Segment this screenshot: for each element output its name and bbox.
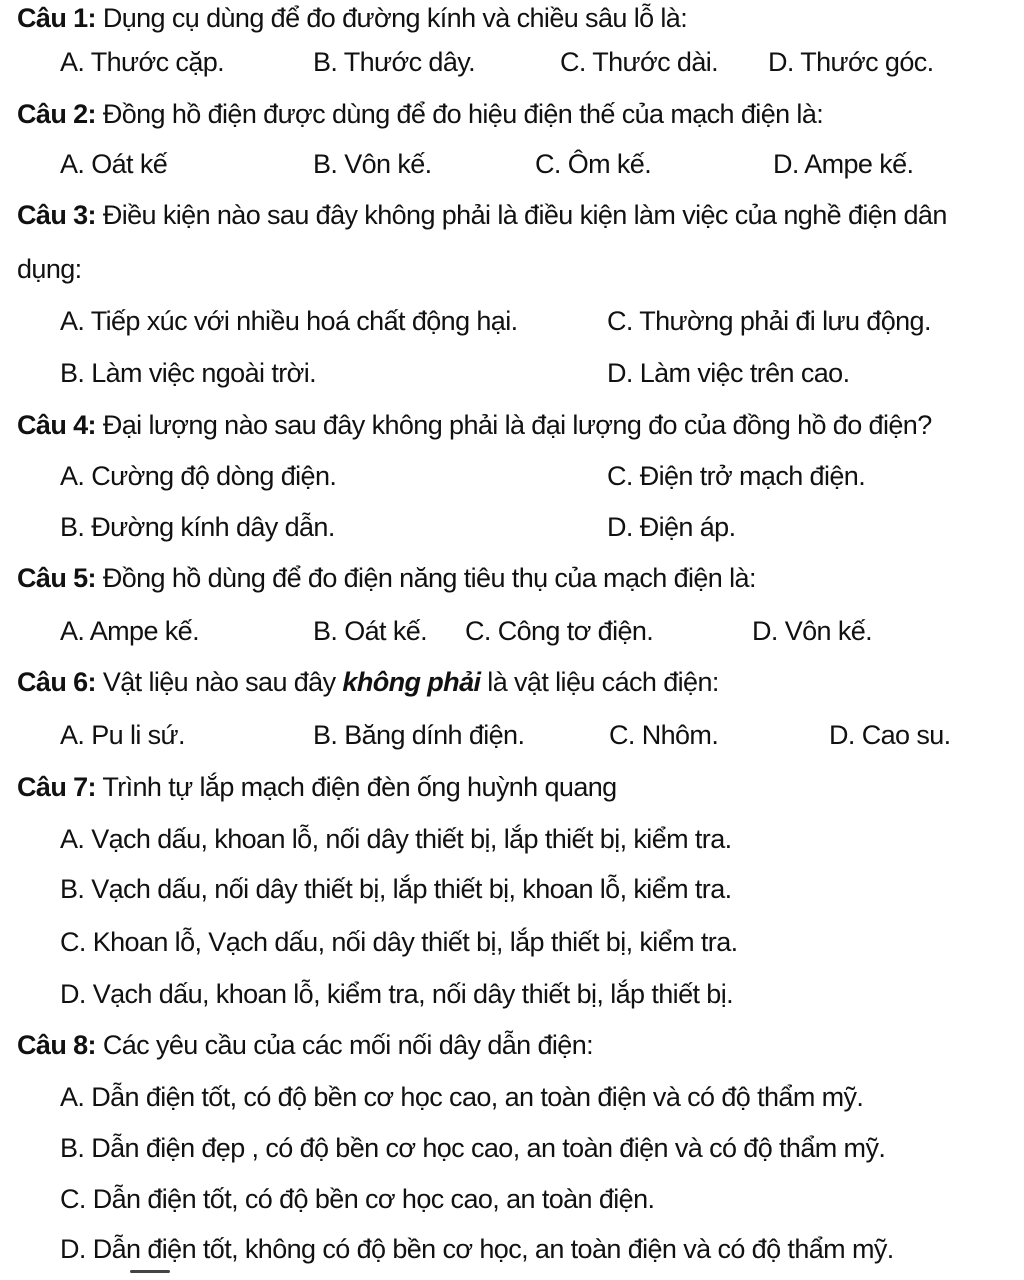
question-7-stem bbox=[17, 770, 617, 804]
question-4-option-c[interactable]: C. Điện trở mạch điện. bbox=[607, 461, 866, 491]
question-5-option-a[interactable]: A. Ampe kế. bbox=[60, 616, 199, 646]
question-3-stem bbox=[17, 198, 947, 232]
question-3-label: Câu 3: bbox=[17, 200, 96, 230]
question-2-stem bbox=[17, 97, 823, 131]
question-8-option-c[interactable]: C. Dẫn điện tốt, có độ bền cơ học cao, an toàn điện. bbox=[60, 1184, 655, 1214]
question-7-option-c[interactable]: C. Khoan lỗ, Vạch dấu, nối dây thiết bị, lắp thiết bị, kiểm tra. bbox=[60, 927, 738, 957]
question-1-text: Dụng cụ dùng để đo đường kính và chiều sâu lỗ là: bbox=[95, 3, 688, 33]
question-7-option-d[interactable]: D. Vạch dấu, khoan lỗ, kiểm tra, nối dây thiết bị, lắp thiết bị. bbox=[60, 979, 734, 1009]
question-8-option-d[interactable]: D. Dẫn điện tốt, không có độ bền cơ học, an toàn điện và có độ thẩm mỹ. bbox=[60, 1234, 894, 1264]
question-1-option-d[interactable]: D. Thước góc. bbox=[768, 47, 934, 77]
question-8-stem bbox=[17, 1028, 593, 1062]
question-7-label: Câu 7: bbox=[17, 772, 96, 802]
question-8-option-b[interactable]: B. Dẫn điện đẹp , có độ bền cơ học cao, an toàn điện và có độ thẩm mỹ. bbox=[60, 1133, 886, 1163]
question-6-text-after: là vật liệu cách điện: bbox=[480, 667, 719, 697]
question-3-option-b[interactable]: B. Làm việc ngoài trời. bbox=[60, 358, 317, 388]
question-6-option-b[interactable]: B. Băng dính điện. bbox=[313, 720, 525, 750]
question-7-text: Trình tự lắp mạch điện đèn ống huỳnh quang bbox=[95, 772, 617, 802]
question-2-option-d[interactable]: D. Ampe kế. bbox=[773, 149, 914, 179]
question-4-option-d[interactable]: D. Điện áp. bbox=[607, 512, 736, 542]
question-2-label: Câu 2: bbox=[17, 99, 96, 129]
question-2-option-c[interactable]: C. Ôm kế. bbox=[535, 149, 652, 179]
question-8-text: Các yêu cầu của các mối nối dây dẫn điện: bbox=[95, 1030, 594, 1060]
question-2-option-b[interactable]: B. Vôn kế. bbox=[313, 149, 432, 179]
question-3-option-c[interactable]: C. Thường phải đi lưu động. bbox=[607, 306, 931, 336]
question-5-text: Đồng hồ dùng để đo điện năng tiêu thụ của mạch điện là: bbox=[95, 563, 756, 593]
question-5-stem bbox=[17, 561, 756, 595]
question-1-option-b[interactable]: B. Thước dây. bbox=[313, 47, 476, 77]
question-5-label: Câu 5: bbox=[17, 563, 96, 593]
question-4-text: Đại lượng nào sau đây không phải là đại lượng đo của đồng hồ đo điện? bbox=[95, 410, 932, 440]
question-6-option-d[interactable]: D. Cao su. bbox=[829, 720, 951, 750]
question-8-label: Câu 8: bbox=[17, 1030, 96, 1060]
question-1-option-c[interactable]: C. Thước dài. bbox=[560, 47, 719, 77]
cut-off-text-fragment bbox=[130, 1270, 170, 1273]
question-3-option-d[interactable]: D. Làm việc trên cao. bbox=[607, 358, 850, 388]
question-7-option-b[interactable]: B. Vạch dấu, nối dây thiết bị, lắp thiết bị, khoan lỗ, kiểm tra. bbox=[60, 874, 732, 904]
question-6-option-c[interactable]: C. Nhôm. bbox=[609, 720, 719, 750]
question-3-text: Điều kiện nào sau đây không phải là điều kiện làm việc của nghề điện dân bbox=[95, 200, 947, 230]
question-4-stem bbox=[17, 408, 932, 442]
question-4-label: Câu 4: bbox=[17, 410, 96, 440]
question-1-option-a[interactable]: A. Thước cặp. bbox=[60, 47, 225, 77]
question-2-option-a[interactable]: A. Oát kế bbox=[60, 149, 168, 179]
question-5-option-c[interactable]: C. Công tơ điện. bbox=[465, 616, 654, 646]
question-6-emphasis: không phải bbox=[342, 667, 481, 697]
question-4-option-b[interactable]: B. Đường kính dây dẫn. bbox=[60, 512, 335, 542]
question-6-option-a[interactable]: A. Pu li sứ. bbox=[60, 720, 185, 750]
question-1-stem bbox=[17, 1, 687, 35]
question-6-stem bbox=[17, 665, 719, 699]
question-5-option-d[interactable]: D. Vôn kế. bbox=[752, 616, 873, 646]
question-6-text-before: Vật liệu nào sau đây bbox=[95, 667, 343, 697]
question-7-option-a[interactable]: A. Vạch dấu, khoan lỗ, nối dây thiết bị, lắp thiết bị, kiểm tra. bbox=[60, 824, 732, 854]
question-6-label: Câu 6: bbox=[17, 667, 96, 697]
question-1-label: Câu 1: bbox=[17, 3, 96, 33]
question-3-option-a[interactable]: A. Tiếp xúc với nhiều hoá chất động hại. bbox=[60, 306, 518, 336]
question-4-option-a[interactable]: A. Cường độ dòng điện. bbox=[60, 461, 337, 491]
question-2-text: Đồng hồ điện được dùng để đo hiệu điện thế của mạch điện là: bbox=[95, 99, 824, 129]
question-3-text-continued: dụng: bbox=[17, 254, 82, 284]
question-8-option-a[interactable]: A. Dẫn điện tốt, có độ bền cơ học cao, an toàn điện và có độ thẩm mỹ. bbox=[60, 1082, 864, 1112]
question-5-option-b[interactable]: B. Oát kế. bbox=[313, 616, 428, 646]
